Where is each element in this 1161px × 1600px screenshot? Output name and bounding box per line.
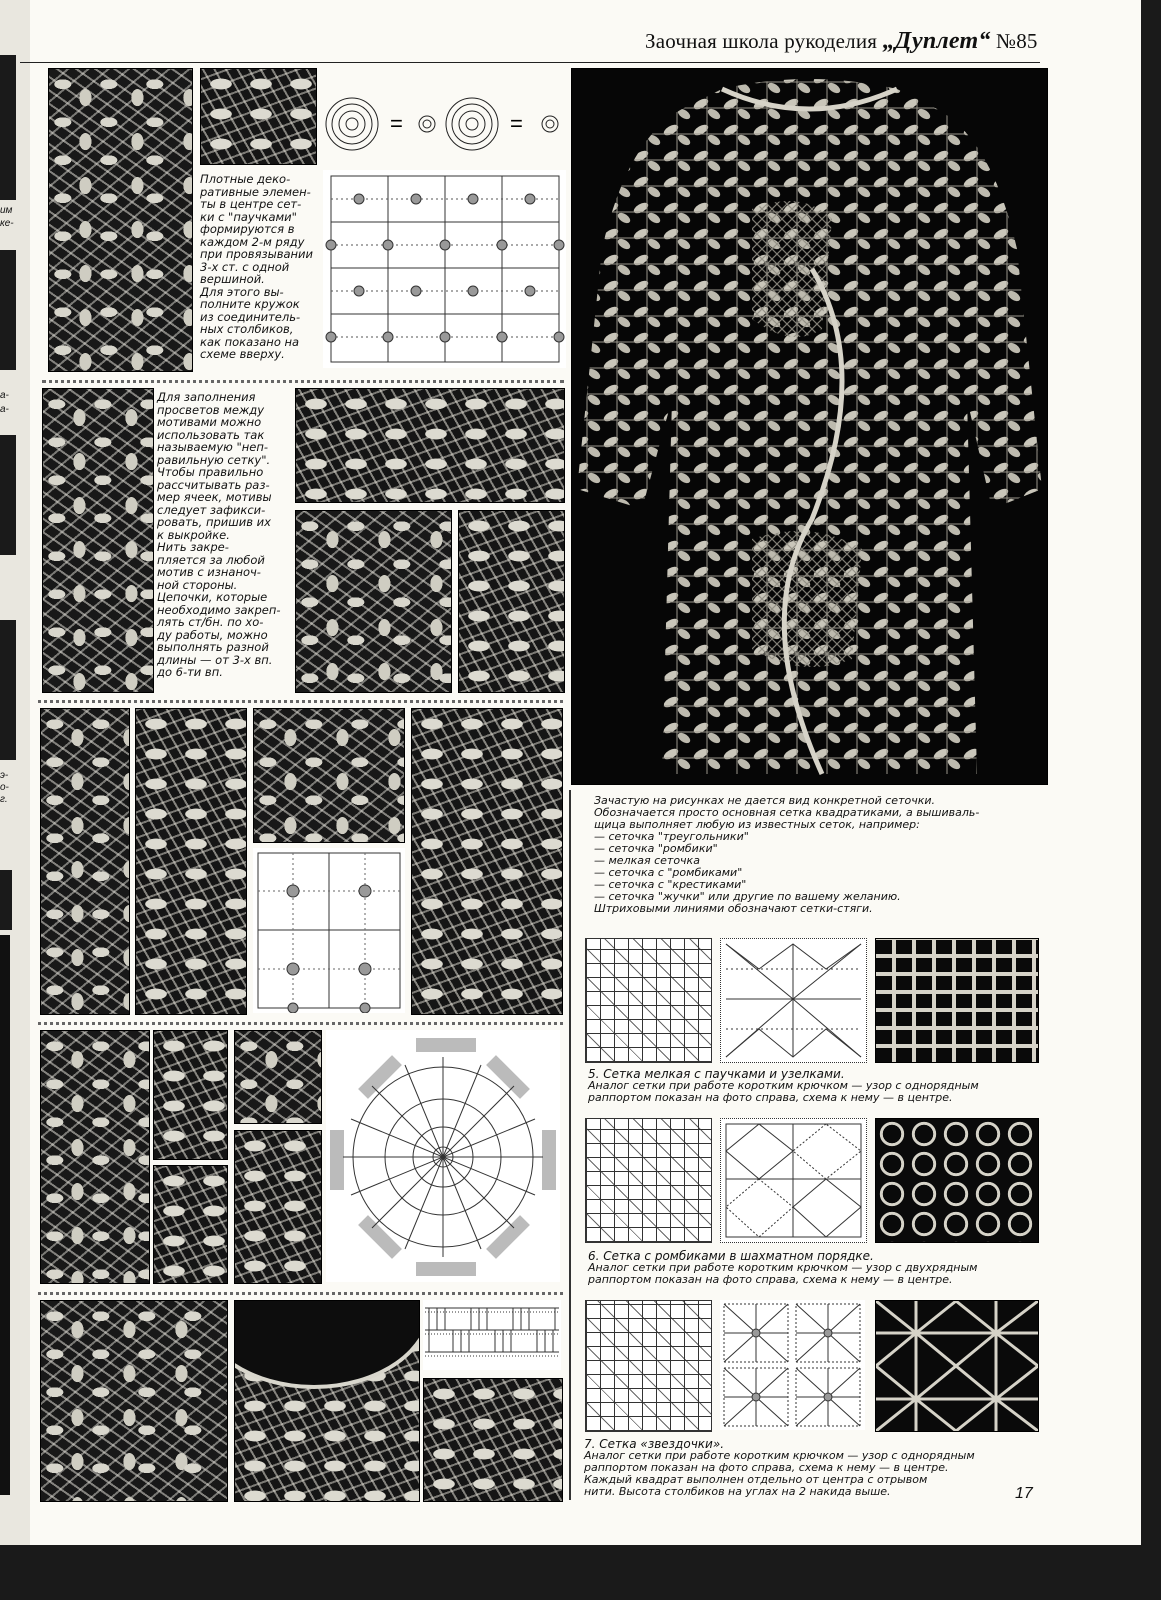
- page-number: 17: [1015, 1485, 1033, 1502]
- photo-net-7: [875, 1300, 1039, 1432]
- right-column-rule: [569, 790, 571, 1500]
- photo-spider-web-3: [153, 1165, 228, 1284]
- header-brand: „Дуплет“: [882, 28, 991, 54]
- svg-text:=: =: [510, 111, 523, 136]
- margin-fragment-1: им: [0, 205, 13, 216]
- header: [645, 28, 1038, 55]
- photo-lace-spiders-2: [200, 68, 317, 165]
- header-school: Заочная школа рукоделия: [645, 29, 878, 53]
- chart-net-7-scheme: [720, 1300, 865, 1430]
- adjacent-photo-1: [0, 55, 16, 200]
- photo-net-5: [875, 938, 1039, 1063]
- chart-net-5-grid: [585, 938, 712, 1063]
- svg-text:=: =: [390, 111, 403, 136]
- page-right-shadow: [1141, 0, 1161, 1600]
- header-issue: №85: [995, 29, 1038, 53]
- photo-checker-net-3: [423, 1378, 563, 1502]
- caption-net-6: 6. Сетка с ромбиками в шахматном порядке. Аналог сетки при работе коротким крючком — узор с двухрядным раппортом показан на фото справа, схема к нему — в центре.: [588, 1249, 978, 1286]
- text-block-irregular-net: Для заполнения просветов между мотивами можно использовать так называемую "неп- равильную сетку". Чтобы правильно рассчитывать раз- мер ячеек, мотивы следует зафикси- ровать, пришив их к выкройке. Нить закре- пляется за любой мотив с изнаноч- ной стороны. Цепочки, которые необходимо закреп- лять ст/бн. по хо- ду работы, можно выполнять разной длины — от 3-х вп. до 6-ти вп.: [157, 390, 281, 679]
- photo-irregular-net-1: [42, 388, 154, 693]
- photo-lace-sleeve-1: [40, 708, 130, 1015]
- margin-fragment-6: о-: [0, 782, 9, 793]
- chart-net-7-grid: [585, 1300, 712, 1432]
- photo-net-6: [875, 1118, 1039, 1243]
- chart-net-5-scheme: [720, 938, 867, 1063]
- caption-net-7: 7. Сетка «звездочки». Аналог сетки при работе коротким крючком — узор с однорядным раппортом показан на фото справа, схема к нему — в центре. Каждый квадрат выполнен отдельно от центра с отрывом нити. Высота столбиков на углах на 2 накида выше.: [584, 1437, 975, 1498]
- crochet-chart-spider-net: [323, 170, 566, 368]
- photo-lace-fan: [411, 708, 563, 1015]
- photo-irregular-net-4: [458, 510, 565, 693]
- photo-spider-web-4: [234, 1030, 322, 1124]
- separator-dotted-3: [38, 1022, 563, 1025]
- photo-spider-web-5: [234, 1130, 322, 1284]
- text-block-spiders: Плотные деко- ративные элемен- ты в центре сет- ки с "паучками" формируются в каждом 2-м ряду при провязывании 3-х ст. с одной вершиной. Для этого вы- полните кружок из соединитель- ных столбиков, как показано на схеме вверху.: [200, 172, 313, 361]
- margin-fragment-4: а-: [0, 404, 9, 415]
- photo-checker-net-1: [40, 1300, 228, 1502]
- crochet-chart-square-net: [253, 848, 405, 1013]
- chart-net-6-scheme: [720, 1118, 867, 1243]
- chart-net-6-grid: [585, 1118, 712, 1243]
- photo-lace-dress: [571, 68, 1048, 785]
- crochet-chart-spider-web: [326, 1030, 560, 1282]
- adjacent-photo-5: [0, 870, 12, 930]
- scan-bottom-edge: [0, 1545, 1161, 1600]
- margin-fragment-3: а-: [0, 390, 9, 401]
- spider-spiral-diagram: [322, 92, 567, 158]
- photo-lace-sleeve-2: [135, 708, 247, 1015]
- separator-dotted-2: [38, 700, 563, 703]
- margin-fragment-7: г.: [0, 794, 8, 805]
- photo-lace-flowers: [253, 708, 405, 843]
- adjacent-photo-6: [0, 935, 10, 1495]
- separator-dotted-1: [42, 380, 564, 383]
- photo-irregular-net-3: [295, 510, 452, 693]
- text-block-net-types: Зачастую на рисунках не дается вид конкретной сеточки. Обозначается просто основная сетка квадратиками, а вышиваль- щица выполняет любую из известных сеток, например: — сеточка "треугольники" — сеточка "ромбики" — мелкая сеточка — сеточка с "ромбиками" — сеточка с "крестиками" — сеточка "жучки" или другие по вашему желанию. Штриховыми линиями обозначают сетки-стяги.: [594, 794, 980, 915]
- photo-spider-web-1: [40, 1030, 150, 1284]
- separator-dotted-4: [38, 1292, 563, 1295]
- photo-irregular-net-2: [295, 388, 565, 503]
- photo-lace-spiders-1: [48, 68, 193, 372]
- caption-net-5: 5. Сетка мелкая с паучками и узелками. Аналог сетки при работе коротким крючком — узор с однорядным раппортом показан на фото справа, схема к нему — в центре.: [588, 1067, 979, 1104]
- adjacent-photo-2: [0, 250, 16, 370]
- photo-checker-net-2: [234, 1300, 420, 1502]
- header-rule: [20, 62, 1040, 63]
- photo-spider-web-2: [153, 1030, 228, 1160]
- crochet-chart-columns: [423, 1300, 561, 1370]
- margin-fragment-2: ке-: [0, 218, 14, 229]
- margin-fragment-5: э-: [0, 770, 9, 781]
- adjacent-photo-3: [0, 435, 16, 555]
- adjacent-photo-4: [0, 620, 16, 760]
